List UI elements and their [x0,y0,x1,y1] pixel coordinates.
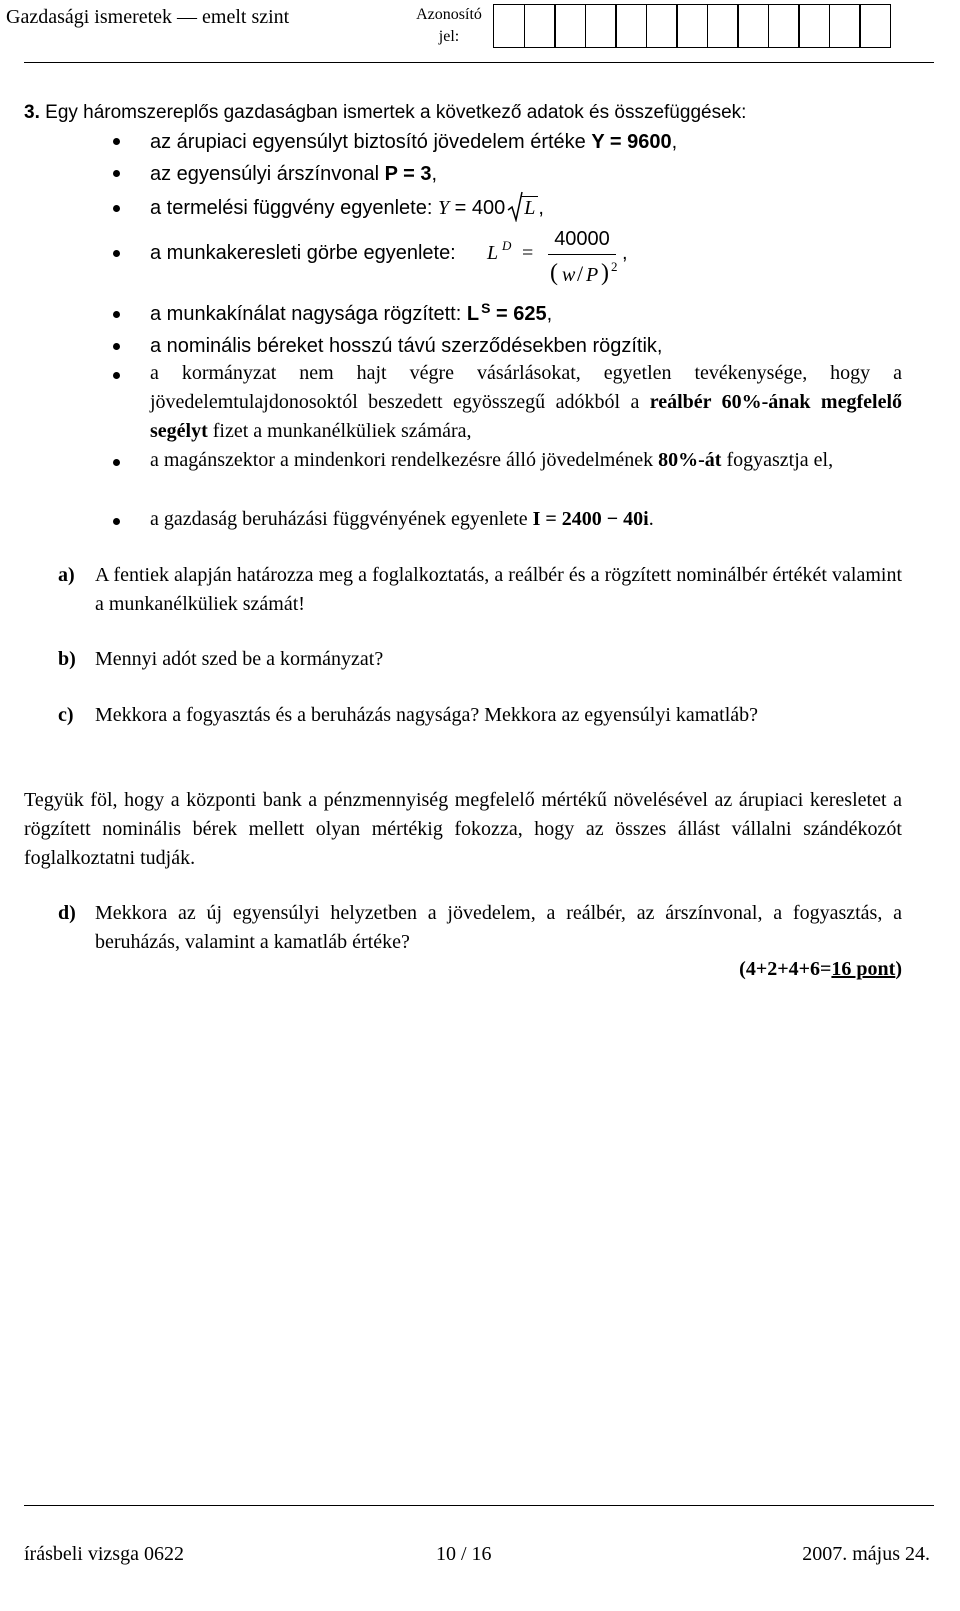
bullet-bold: I = 2400 − 40i [532,508,649,530]
bullet-bold: Y = 9600 [591,131,672,153]
bullet-dot [113,170,120,177]
bullet-punct: , [538,197,544,219]
bullet-text: fizet a munkanélküliek számára, [207,420,472,442]
points-prefix: (4+2+4+6= [739,958,832,980]
id-box [585,4,617,48]
bullet-text: a kormányzat nem hajt végre vásárlásokat, egyetlen tevékenysége, hogy a jövedelemtulajdonosoktól beszedett egyösszegű adókból a [150,362,902,413]
bullet-bold: L [466,303,480,325]
bullet-punct: . [648,508,654,530]
points-suffix: ) [895,958,902,980]
question-a-text: A fentiek alapján határozza meg a foglalkoztatás, a reálbér és a rögzített nominálbér értékét valamint a munkanélküliek számát! [95,564,902,615]
bullet-item-labor-demand [150,228,902,299]
formula-exponent: 2 [611,259,618,274]
formula-paren-close: ) [601,260,609,286]
question-b-text: Mennyi adót szed be a kormányzat? [95,648,384,670]
id-box [768,4,800,48]
bullet-text: a magánszektor a mindenkori rendelkezésre álló jövedelmének [150,449,659,471]
bullet-bold: reálbér 60%-ának megfelelő segélyt [150,391,903,442]
id-box [707,4,739,48]
points-total [739,955,902,984]
bullet-dot [113,343,120,350]
bullet-text: a gazdaság beruházási függvényének egyenlete [150,508,533,530]
formula-eq: = [522,242,534,264]
bullet-punct: , [431,163,438,185]
bullet-bold: = 625 [490,303,547,325]
question-c-text: Mekkora a fogyasztás és a beruházás nagysága? Mekkora az egyensúlyi kamatláb? [95,704,759,726]
id-box [493,4,525,48]
bullet-dot [113,311,120,318]
id-label-line1: Azonosító [416,6,482,23]
question-b-label: b) [58,648,76,670]
bullet-punct: , [671,131,678,153]
footer-exam-code: írásbeli vizsga 0622 [24,1543,184,1565]
id-box [646,4,678,48]
bullet-item-production-function [150,194,902,223]
points-value: 16 pont [831,958,896,980]
formula-l: L [487,242,499,264]
bullet-item-income [150,128,902,157]
problem-intro [24,98,924,127]
bullet-text: a munkakeresleti görbe egyenlete: [150,242,456,264]
sqrt-formula [507,194,538,223]
bullet-item-investment [150,505,902,534]
formula-coefficient: = 400 [449,197,506,219]
id-box [676,4,708,48]
bullet-text: az árupiaci egyensúlyt biztosító jövedelem értéke [150,131,592,153]
bullet-item-nominal-wages: a nominális béreket hosszú távú szerződésekben rögzítik, [150,335,663,357]
sqrt-icon [507,190,523,222]
question-c-label: c) [58,704,74,726]
footer-date: 2007. május 24. [802,1543,930,1565]
bullet-dot [113,250,120,257]
bullet-bold: P = 3 [384,163,432,185]
formula-p: P [586,264,599,286]
bullet-text: az egyensúlyi árszínvonal [150,163,385,185]
id-box [615,4,647,48]
bullet-dot [113,372,120,379]
problem-number: 3. [24,102,40,123]
id-box [737,4,769,48]
fraction-bar [548,254,616,255]
bullet-text: fogyasztja el, [721,449,834,471]
formula-sup-d: D [502,238,512,253]
bullet-text: a termelési függvény egyenlete: [150,197,438,219]
question-d-label: d) [58,902,76,924]
bullet-item-government [150,359,902,446]
bullet-bold: 80%-át [658,449,722,471]
formula-numerator: 40000 [554,228,610,250]
bullet-item-price-level [150,160,902,189]
intro-text: Egy háromszereplős gazdaságban ismertek a következő adatok és összefüggések: [45,102,747,123]
id-box [859,4,891,48]
bullet-dot [113,459,120,466]
formula-paren-open: ( [550,260,558,286]
header-title: Gazdasági ismeretek — emelt szint [6,6,290,28]
formula-w: w [562,264,576,286]
bullet-item-labor-supply [150,300,902,330]
id-label-line2: jel: [438,28,460,45]
formula-y: Y [437,197,450,219]
footer-page-number: 10 / 16 [436,1543,492,1565]
id-box [554,4,586,48]
bullet-dot [113,138,120,145]
id-label [406,4,492,48]
bullet-dot [113,518,120,525]
id-boxes [493,4,890,48]
scenario-paragraph: Tegyük föl, hogy a központi bank a pénzmennyiség megfelelő mértékű növelésével az árupiaci keresletet a rögzített nominális bérek mellett olyan mértékig fokozza, hogy az összes állást vállalni szándékozót foglalkoztatni tudják. [24,789,902,869]
id-box [524,4,556,48]
footer-rule [24,1505,934,1506]
question-a-label: a) [58,564,75,586]
bullet-text: a munkakínálat nagysága rögzített: [150,303,467,325]
bullet-dot [113,205,120,212]
id-box [798,4,830,48]
id-box [829,4,861,48]
formula-l: L [521,196,538,219]
formula-slash: / [577,261,584,286]
header-rule [24,62,934,63]
question-d-text: Mekkora az új egyensúlyi helyzetben a jövedelem, a reálbér, az árszínvonal, a fogyasztás, a beruházás, valamint a kamatláb értéke? [95,902,902,953]
formula-sup-s: S [481,300,491,316]
bullet-punct: , [622,242,628,264]
bullet-item-consumption [150,446,902,475]
bullet-punct: , [546,303,553,325]
